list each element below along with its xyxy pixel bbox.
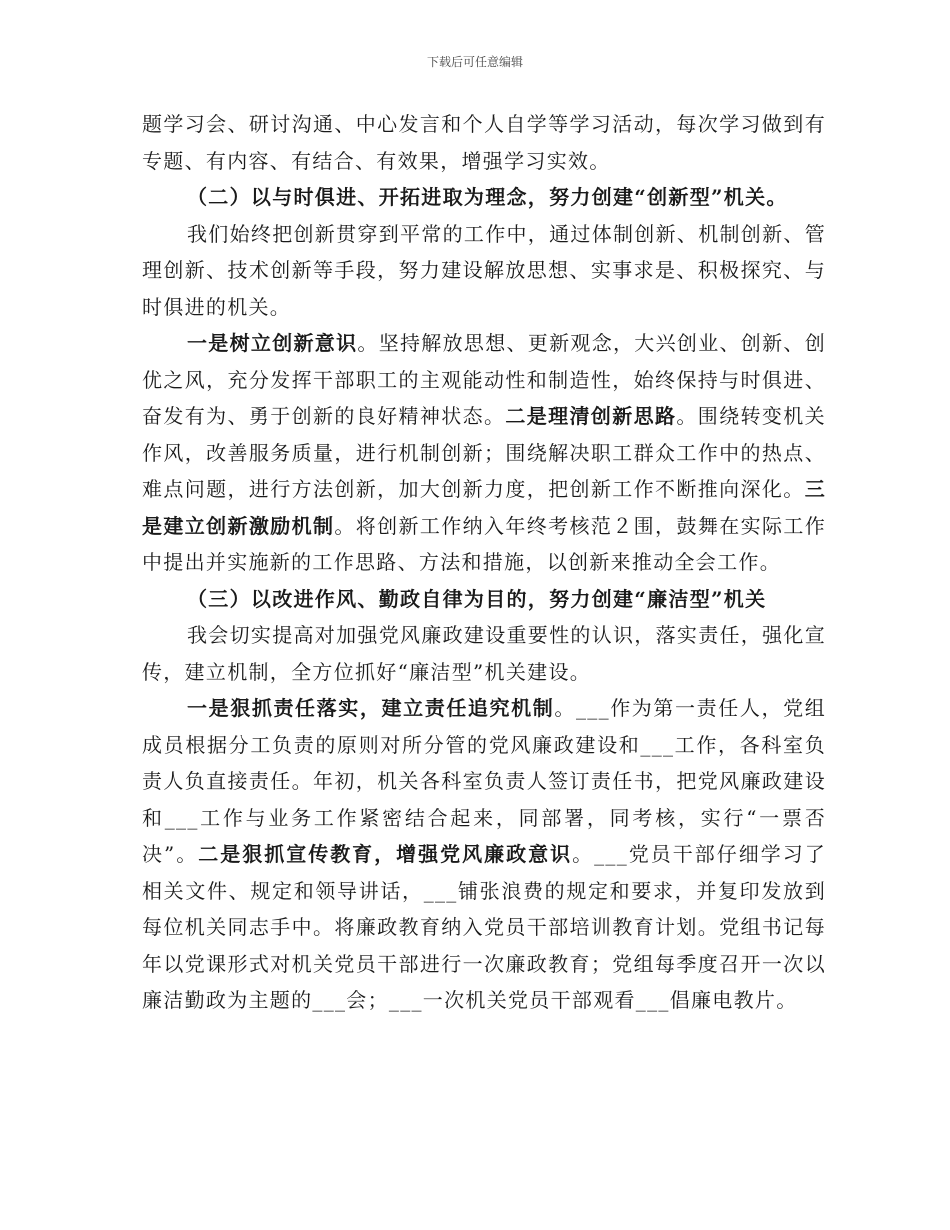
paragraph-3-text-3: 。将创新工作纳入年终考核范２围，鼓舞在实际工作中提出并实施新的工作思路、方法和措施，以创新来推动全会工作。 xyxy=(142,513,827,574)
bold-lead-1: 一是树立创新意识 xyxy=(187,331,358,355)
paragraph-4: 我会切实提高对加强党风廉政建设重要性的认识，落实责任，强化宣传，建立机制，全方位抓好“廉洁型”机关建设。 xyxy=(142,623,826,684)
bold-lead-2: 二是理清创新思路 xyxy=(505,404,677,428)
header-note: 下载后可任意编辑 xyxy=(426,55,523,69)
paragraph-2: 我们始终把创新贯穿到平常的工作中，通过体制创新、机制创新、管理创新、技术创新等手段，努力建设解放思想、实事求是、积极探究、与时俱进的机关。 xyxy=(142,221,826,319)
bold-lead-5: 二是狠抓宣传教育，增强党风廉政意识 xyxy=(198,842,573,866)
document-body xyxy=(142,106,826,1019)
paragraph-3-text-2: 。围绕转变机关作风，改善服务质量，进行机制创新；围绕解决职工群众工作中的热点、难点问题，进行方法创新，加大创新力度，把创新工作不断推向深化。 xyxy=(142,404,826,501)
section-heading-3: （三）以改进作风、勤政自律为目的，努力创建“廉洁型”机关 xyxy=(187,586,767,611)
paragraph-3 xyxy=(142,325,826,581)
paragraph-5-text-1: 。___作为第一责任人，党组成员根据分工负责的原则对所分管的党风廉政建设和___工作，各科室负责人负直接责任。年初，机关各科室负责人签订责任书，把党风廉政建设和___工作与业务工作紧密结合起来，同部署，同考核，实行“一票否决”。 xyxy=(142,696,826,866)
paragraph-1: 题学习会、研讨沟通、中心发言和个人自学等学习活动，每次学习做到有专题、有内容、有结合、有效果，增强学习实效。 xyxy=(142,112,826,173)
paragraph-5 xyxy=(142,690,826,1019)
bold-lead-3: 三是建立创新激励机制 xyxy=(142,477,826,538)
paragraph-3-text-1: 。坚持解放思想、更新观念，大兴创业、创新、创优之风，充分发挥干部职工的主观能动性和制造性，始终保持与时俱进、奋发有为、勇于创新的良好精神状态。 xyxy=(142,331,827,428)
paragraph-5-text-2: 。___党员干部仔细学习了相关文件、规定和领导讲话，___铺张浪费的规定和要求，并复印发放到每位机关同志手中。将廉政教育纳入党员干部培训教育计划。党组书记每年以党课形式对机关党员干部进行一次廉政教育；党组每季度召开一次以廉洁勤政为主题的___会；___一次机关党员干部观看___倡廉电教片。 xyxy=(142,842,826,1012)
bold-lead-4: 一是狠抓责任落实，建立责任追究机制 xyxy=(187,696,555,720)
section-heading-2: （二）以与时俱进、开拓进取为理念，努力创建“创新型”机关。 xyxy=(187,185,788,209)
